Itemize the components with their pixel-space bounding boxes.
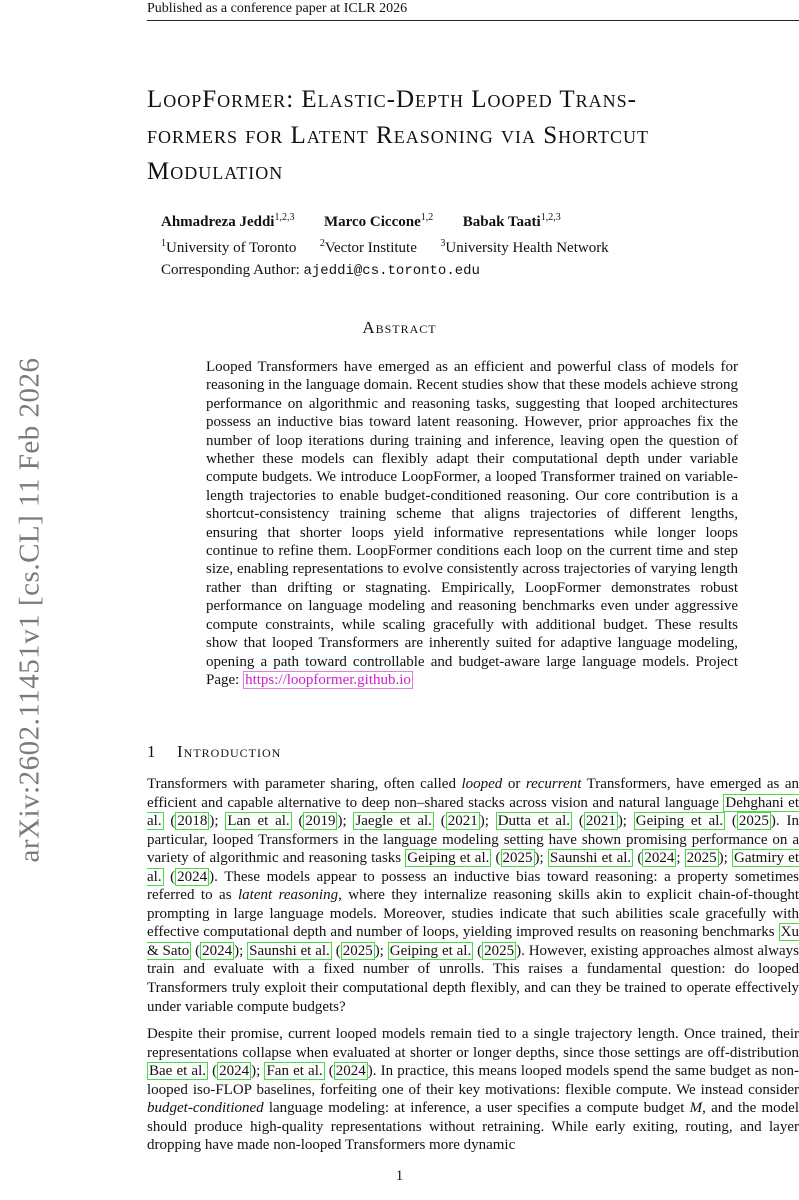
corresponding-email[interactable]: ajeddi@cs.toronto.edu (303, 263, 480, 279)
citation-link[interactable]: Geiping et al. (389, 942, 472, 959)
section-name: Introduction (177, 742, 282, 761)
emphasis: budget-conditioned (147, 1100, 264, 1117)
citation-year-link[interactable]: 2025 (738, 813, 769, 830)
emphasis: looped (461, 776, 503, 792)
citation-link[interactable]: Fan et al. (266, 1063, 323, 1080)
header-divider (147, 20, 799, 21)
section-number: 1 (147, 742, 156, 761)
author-block (161, 207, 781, 282)
paragraph: Despite their promise, current looped models remain tied to a single trajectory length. Once trained, their representations collapse when evaluated at shorter or longer depths, since those settings are off-distribution Bae et al. ( 2024 ); Fan et al. ( 2024 ). In practice, this means looped models spend the same budget as non-looped iso-FLOP baselines, forfeiting one of their key motivations: flexible compute. We instead consider budget-conditioned language modeling: at inference, a user specifies a compute budget M, and the model should produce high-quality representations without retraining. While early exiting, routing, and layer dropping have made non-looped Transformers more dynamic (147, 1026, 799, 1154)
title-line-2: formers for Latent Reasoning via Shortcut (147, 122, 650, 149)
citation-year-link[interactable]: 2024 (202, 942, 233, 959)
citation-year-link[interactable]: 2024 (177, 868, 208, 885)
citation-year-link[interactable]: 2025 (484, 942, 515, 959)
introduction-body (147, 775, 799, 1164)
citation-link[interactable]: Geiping et al. (635, 813, 724, 830)
venue-header: Published as a conference paper at ICLR 2026 (147, 1, 408, 16)
citation-link[interactable]: Dehghani et al. (147, 794, 799, 830)
citation-link[interactable]: Saunshi et al. (549, 850, 632, 867)
affil-name: University Health Network (445, 240, 609, 256)
citation-year-link[interactable]: 2021 (585, 813, 616, 830)
affil-mark: 3 (440, 238, 446, 249)
abstract-heading: Abstract (362, 318, 437, 337)
abstract-body (206, 358, 738, 689)
author-affil: 1,2,3 (540, 212, 561, 223)
author-affil: 1,2,3 (274, 212, 295, 223)
citation-year-link[interactable]: 2025 (686, 850, 717, 867)
citation-year-link[interactable]: 2019 (305, 813, 336, 830)
math-variable: M (689, 1100, 703, 1117)
paragraph: Transformers with parameter sharing, often called looped or recurrent Transformers, have emerged as an efficient and capable alternative to deep non–shared stacks across vision and natural language Dehghani et al. ( 2018 ); Lan et al. ( 2019 ); Jaegle et al. ( 2021 ); Dutta et al. ( 2021 ); Geiping et al. ( 2025 ). In particular, looped Transformers in the language modeling setting have shown promising performance on a variety of algorithmic and reasoning tasks Geiping et al. ( 2025 ); Saunshi et al. ( 2024 ; 2025 ); Gatmiry et al. ( 2024 ). These models appear to possess an inductive bias toward reasoning: a property sometimes referred to as latent reasoning, where they internalize reasoning skills akin to explicit chain-of-thought prompting in large language models. Moreover, studies indicate that such abilities scale gracefully with effective computational depth and number of loops, yielding improved results on reasoning benchmarks Xu & Sato ( 2024 ); Saunshi et al. ( 2025 ); Geiping et al. ( 2025 ). However, existing approaches almost always train and evaluate with a fixed number of unrolls. This raises a fundamental question: do looped Transformers truly exploit their computational depth flexibly, and can they be trained to operate effectively under variable compute budgets? (147, 776, 799, 1015)
citation-link[interactable]: Gatmiry et al. (147, 850, 799, 885)
affil-name: Vector Institute (324, 240, 417, 256)
citation-year-link[interactable]: 2024 (335, 1063, 366, 1080)
corresponding-label: Corresponding Author: (161, 262, 300, 278)
affil-mark: 1 (161, 238, 166, 249)
emphasis: recurrent (525, 776, 582, 792)
emphasis: latent reasoning (238, 887, 339, 904)
title-line-1: LoopFormer: Elastic-Depth Looped Trans- (147, 86, 637, 113)
citation-link[interactable]: Xu & Sato (147, 924, 799, 959)
citation-link[interactable]: Bae et al. (149, 1063, 206, 1080)
abstract-text: Looped Transformers have emerged as an efficient and powerful class of models for reasoning in the language domain. Recent studies show that these models achieve strong performance on algorithmic and reasoning tasks, suggesting that looped architectures possess an inductive bias toward latent reasoning. However, prior approaches fix the number of loop iterations during training and inference, leaving open the question of whether these models can flexibly adapt their computational depth under variable compute budgets. We introduce LoopFormer, a looped Transformer trained on variable-length trajectories to enable budget-conditioned reasoning. Our core contribution is a shortcut-consistency training scheme that aligns trajectories of different lengths, ensuring that shorter loops yield informative representations while longer loops continue to refine them. LoopFormer conditions each loop on the current time and step size, enabling representations to evolve consistently across trajectories of varying length rather than drifting or stagnating. Empirically, LoopFormer demonstrates robust performance on language modeling and reasoning benchmarks even under aggressive compute constraints, while scaling gracefully with additional budget. These results show that looped Transformers are inherently suited for adaptive language modeling, opening a path toward controllable and budget-aware large language models. (206, 359, 738, 670)
author-name: Babak Taati (462, 214, 541, 230)
citation-link[interactable]: Jaegle et al. (355, 813, 432, 830)
author-affil: 1,2 (420, 212, 434, 223)
paper-title (147, 82, 799, 190)
citation-year-link[interactable]: 2024 (219, 1063, 250, 1080)
corresponding-author (161, 259, 781, 282)
citation-link[interactable]: Saunshi et al. (249, 942, 330, 959)
citation-link[interactable]: Dutta et al. (497, 813, 571, 830)
project-page-label: Project Page: (206, 653, 738, 688)
citation-year-link[interactable]: 2024 (644, 850, 675, 867)
affil-mark: 2 (319, 238, 325, 249)
project-page-link[interactable]: https://loopformer.github.io (245, 671, 411, 688)
affiliations (161, 233, 781, 259)
citation-year-link[interactable]: 2021 (447, 813, 478, 830)
title-line-3: Modulation (147, 158, 284, 185)
citation-year-link[interactable]: 2025 (502, 850, 533, 867)
arxiv-identifier: arXiv:2602.11451v1 [cs.CL] 11 Feb 2026 (13, 357, 46, 863)
author-names (161, 207, 781, 233)
citation-link[interactable]: Lan et al. (227, 813, 290, 830)
author-name: Marco Ciccone (323, 214, 421, 230)
page-number: 1 (395, 1168, 404, 1184)
affil-name: University of Toronto (166, 240, 297, 256)
arxiv-sidebar (0, 300, 60, 920)
citation-year-link[interactable]: 2018 (177, 813, 208, 830)
section-heading-introduction (147, 742, 799, 762)
author-name: Ahmadreza Jeddi (161, 214, 275, 230)
citation-link[interactable]: Geiping et al. (407, 850, 490, 867)
citation-year-link[interactable]: 2025 (342, 942, 373, 959)
